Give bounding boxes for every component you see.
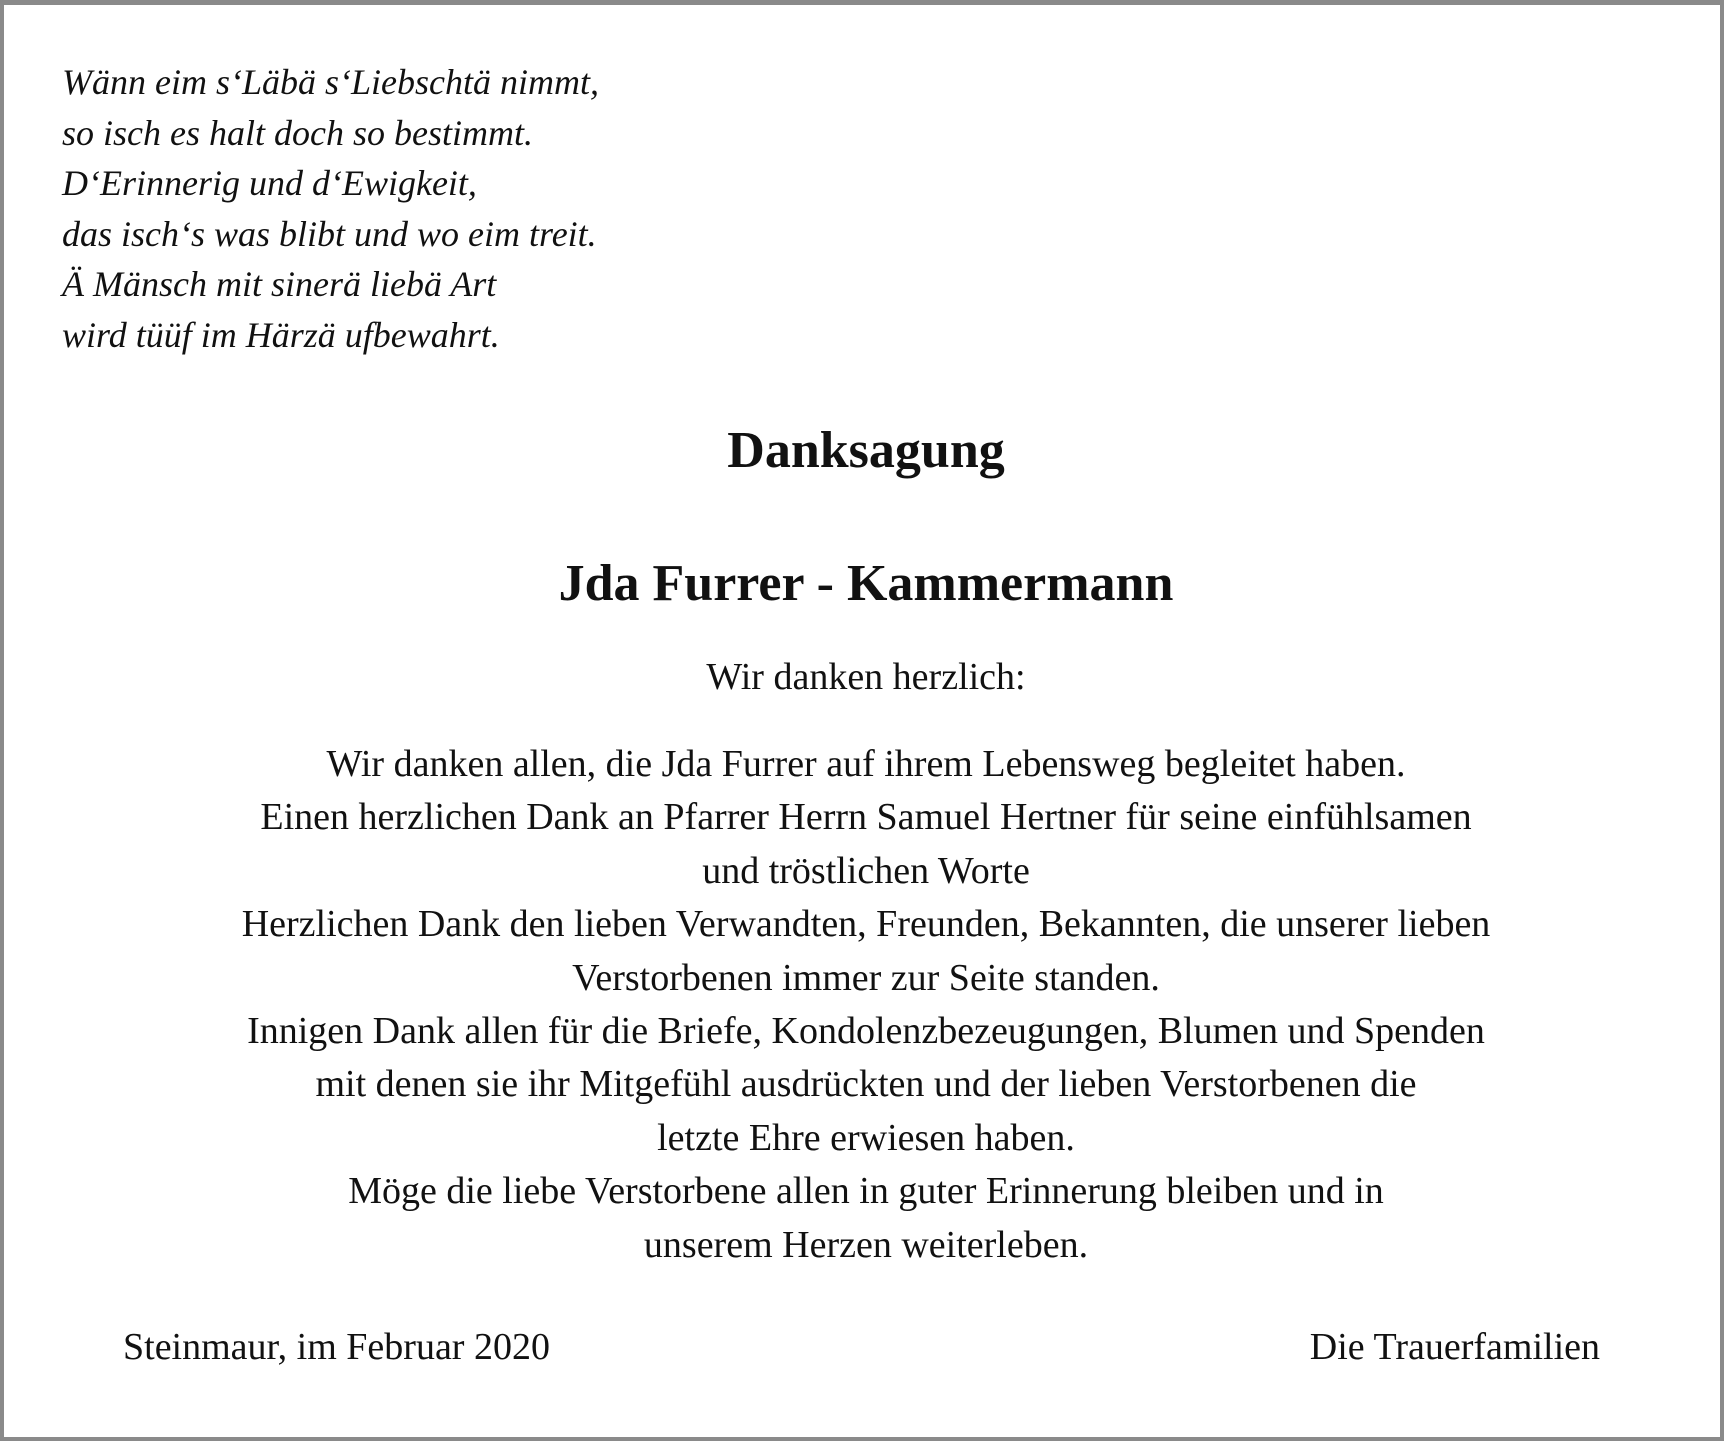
poem-line: D‘Erinnerig und d‘Ewigkeit,	[62, 163, 477, 203]
body-line: Verstorbenen immer zur Seite standen.	[572, 956, 1160, 999]
place-date: Steinmaur, im Februar 2020	[123, 1326, 550, 1368]
thanks-body	[4, 738, 1724, 1272]
notice-title: Danksagung	[727, 422, 1005, 479]
body-line: unserem Herzen weiterleben.	[643, 1223, 1089, 1266]
body-line: letzte Ehre erwiesen haben.	[657, 1116, 1075, 1159]
body-line: Herzlichen Dank den lieben Verwandten, Freunden, Bekannten, die unserer lieben	[241, 903, 1491, 946]
poem-line: so isch es halt doch so bestimmt.	[62, 112, 533, 153]
poem-line: Wänn eim s‘Läbä s‘Liebschtä nimmt,	[62, 62, 599, 102]
poem-line: Ä Mänsch mit sinerä liebä Art	[62, 264, 497, 304]
poem	[62, 57, 599, 360]
body-line: Einen herzlichen Dank an Pfarrer Herrn Samuel Hertner für seine einfühlsamen	[260, 796, 1472, 839]
body-line: Möge die liebe Verstorbene allen in guter Erinnerung bleiben und in	[348, 1170, 1384, 1213]
deceased-name: Jda Furrer - Kammermann	[558, 555, 1174, 612]
body-line: Innigen Dank allen für die Briefe, Kondolenzbezeugungen, Blumen und Spenden	[247, 1010, 1485, 1053]
body-line: mit denen sie ihr Mitgefühl ausdrückten und der lieben Verstorbenen die	[315, 1063, 1417, 1106]
body-line: und tröstlichen Worte	[702, 849, 1030, 892]
poem-line: wird tüüf im Härzä ufbewahrt.	[62, 314, 500, 355]
signature: Die Trauerfamilien	[1309, 1326, 1600, 1368]
thanks-intro: Wir danken herzlich:	[706, 656, 1026, 698]
body-line: Wir danken allen, die Jda Furrer auf ihrem Lebensweg begleitet haben.	[326, 743, 1406, 785]
poem-line: das isch‘s was blibt und wo eim treit.	[62, 213, 597, 254]
